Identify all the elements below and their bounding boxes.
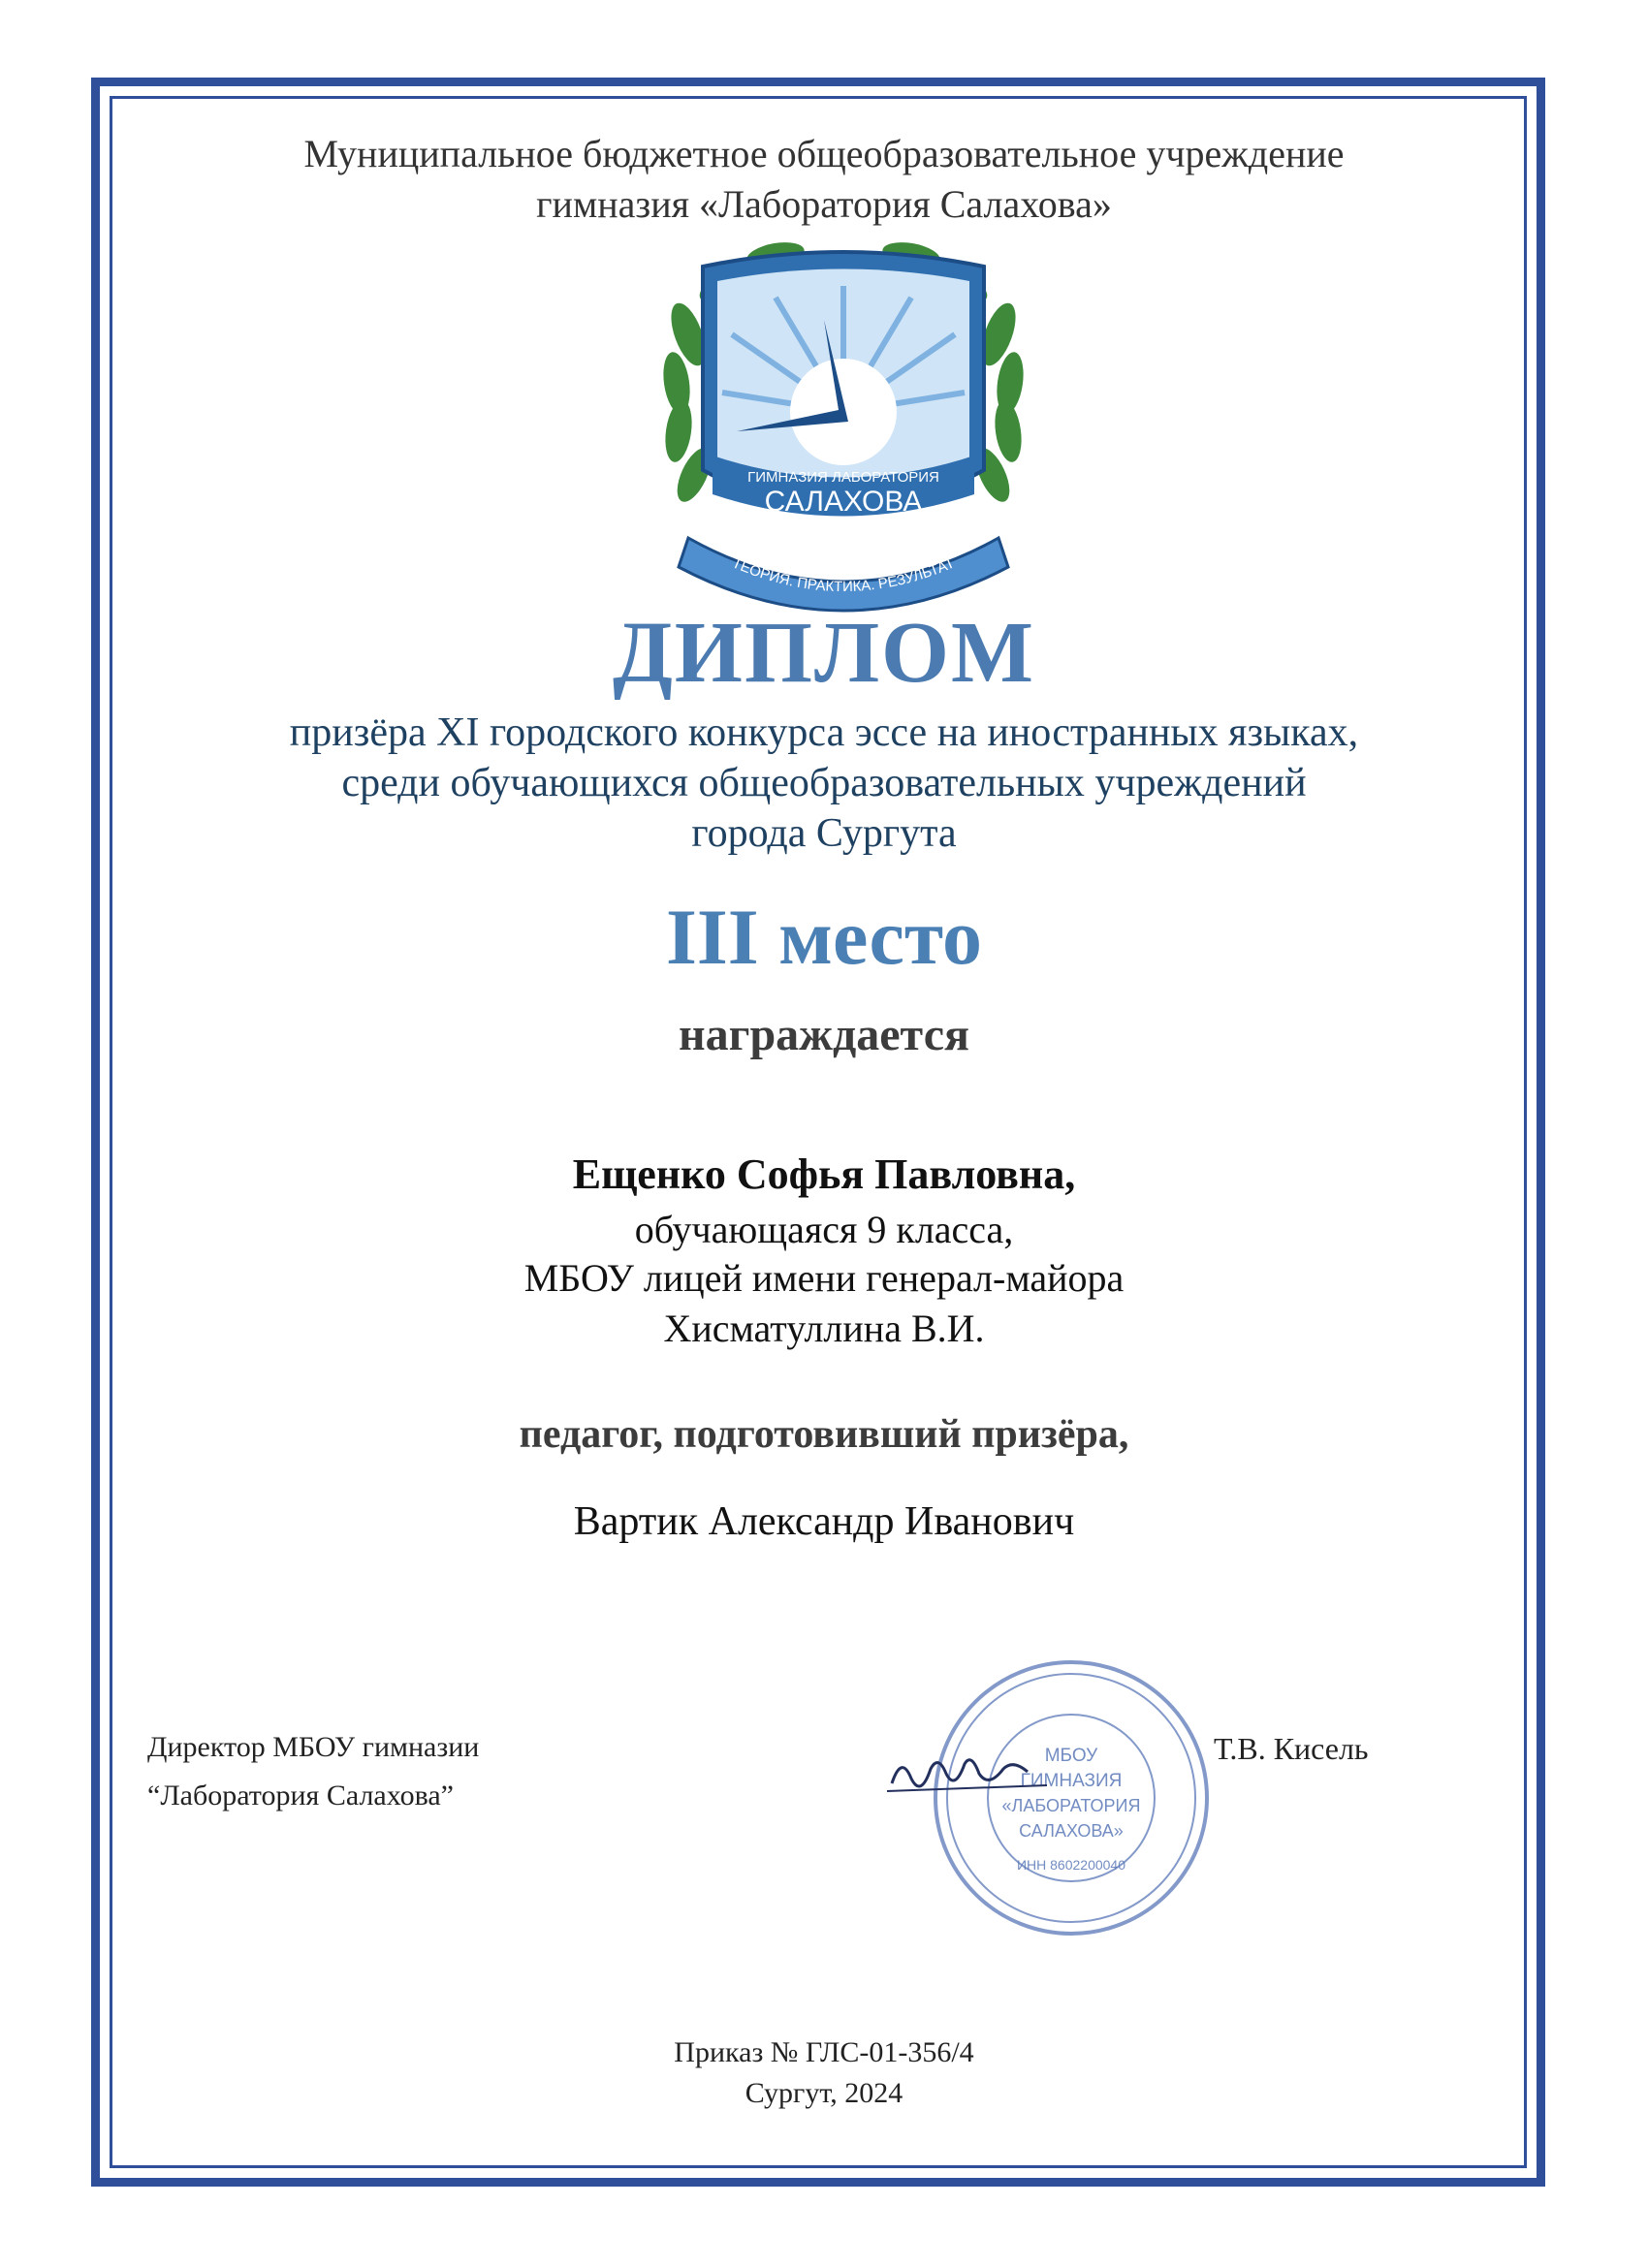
director-signature xyxy=(882,1735,1057,1812)
city-year: Сургут, 2024 xyxy=(745,2077,903,2109)
place-title: III место xyxy=(665,893,983,981)
awarded-label: награждается xyxy=(679,1009,969,1060)
emblem-ribbon-text: ТЕОРИЯ. ПРАКТИКА. РЕЗУЛЬТАТ xyxy=(729,554,958,596)
seal-line: САЛАХОВА» xyxy=(1019,1821,1124,1841)
subtitle-line-2: среди обучающихся общеобразовательных учреждений xyxy=(341,761,1307,805)
teacher-label: педагог, подготовивший призёра, xyxy=(519,1412,1129,1457)
seal-line: «ЛАБОРАТОРИЯ xyxy=(1001,1796,1141,1815)
order-number: Приказ № ГЛС-01-356/4 xyxy=(674,2036,974,2068)
emblem-text-top: ГИМНАЗИЯ ЛАБОРАТОРИЯ xyxy=(747,469,939,486)
teacher-name: Вартик Александр Иванович xyxy=(573,1499,1075,1544)
subtitle-line-1: призёра XI городского конкурса эссе на иностранных языках, xyxy=(289,710,1359,755)
seal-line: МБОУ xyxy=(1044,1746,1098,1766)
director-name: Т.В. Кисель xyxy=(1214,1731,1369,1766)
director-title-line-1: Директор МБОУ гимназии xyxy=(147,1731,480,1763)
seal-line: ГИМНАЗИЯ xyxy=(1020,1771,1123,1791)
winner-detail: обучающаяся 9 класса, xyxy=(634,1208,1014,1251)
institution-line-1: Муниципальное бюджетное общеобразовательное учреждение xyxy=(303,132,1345,175)
winner-detail: Хисматуллина В.И. xyxy=(663,1307,985,1350)
seal-inn: ИНН 8602200040 xyxy=(1016,1857,1126,1873)
winner-detail: МБОУ лицей имени генерал-майора xyxy=(523,1256,1125,1300)
subtitle-line-3: города Сургута xyxy=(691,811,957,856)
institution-line-2: гимназия «Лаборатория Салахова» xyxy=(536,182,1112,226)
emblem-text-main: САЛАХОВА xyxy=(764,486,923,518)
diploma-title: ДИПЛОМ xyxy=(613,605,1035,701)
director-title-line-2: “Лаборатория Салахова” xyxy=(147,1780,454,1811)
school-emblem xyxy=(630,228,1057,615)
winner-name: Ещенко Софья Павловна, xyxy=(572,1150,1076,1198)
